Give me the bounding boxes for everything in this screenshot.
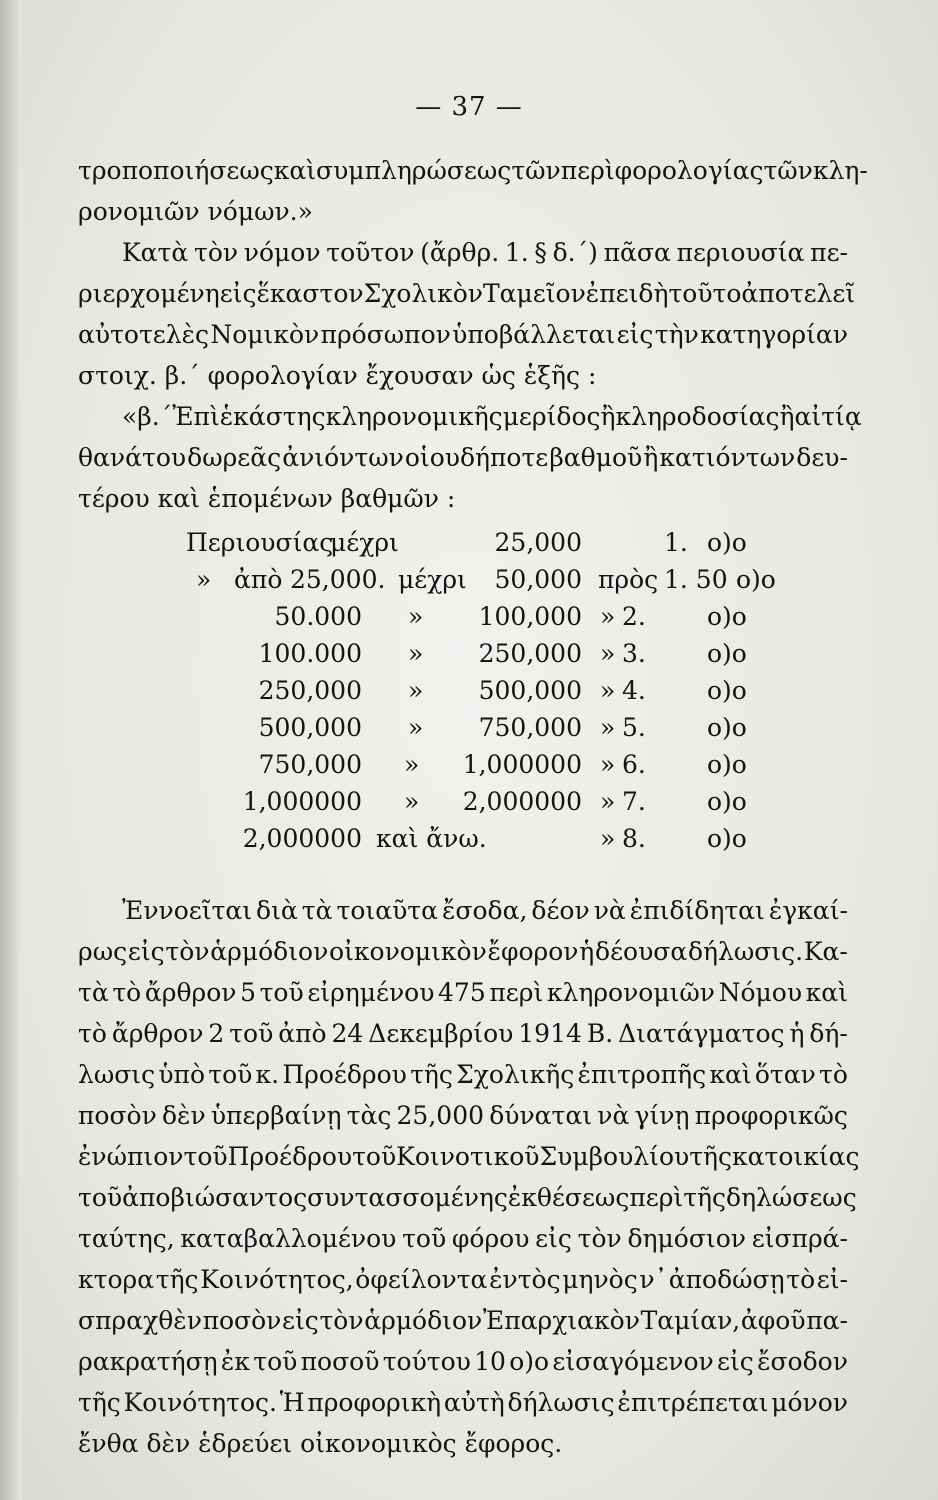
table-pros: πρὸς: [598, 565, 659, 594]
text-line: τῆς Κοινότητος. Ἡ προφορικὴ αὐτὴ δήλωσις ἐπιτρέπεται μόνον: [78, 1388, 848, 1417]
text-line: αὐτοτελὲς Νομικὸν πρόσωπον ὑποβάλλεται εἰς τὴν κατηγορίαν: [78, 320, 848, 349]
page-number: — 37 —: [415, 92, 523, 122]
table-ditto-mark: »: [408, 602, 424, 631]
table-to-value: 500,000: [478, 676, 582, 705]
table-to-value: 25,000: [494, 528, 582, 557]
table-ditto-mark: »: [600, 750, 616, 779]
table-percent: ο)ο: [736, 565, 776, 594]
table-ditto-mark: »: [600, 824, 616, 853]
table-apo: ἀπὸ: [234, 565, 283, 594]
table-ditto-mark: »: [600, 639, 616, 668]
table-to-value: 2,000000: [462, 787, 582, 816]
table-row: [0, 676, 938, 713]
table-to-value: 100,000: [478, 602, 582, 631]
table-row: [0, 713, 938, 750]
table-to-value: 250,000: [478, 639, 582, 668]
table-rate: 7.: [622, 787, 646, 816]
table-rate: 1.: [664, 528, 688, 557]
table-ditto-mark: »: [404, 787, 420, 816]
table-from-value: 750,000: [258, 750, 362, 779]
text-line: λωσις ὑπὸ τοῦ κ. Προέδρου τῆς Σχολικῆς ἐπιτροπῆς καὶ ὅταν τὸ: [78, 1060, 848, 1089]
text-line: ρακρατήσῃ ἐκ τοῦ ποσοῦ τούτου 10 ο)ο εἰσαγόμενον εἰς ἔσοδον: [78, 1347, 848, 1376]
table-ditto-mark: »: [600, 676, 616, 705]
table-percent: ο)ο: [707, 639, 747, 668]
table-rate: 1. 50: [664, 565, 728, 594]
table-percent: ο)ο: [707, 602, 747, 631]
text-line: τέρου καὶ ἑπομένων βαθμῶν :: [78, 484, 456, 513]
text-line: σπραχθὲν ποσὸν εἰς τὸν ἁρμόδιον Ἐπαρχιακὸν Ταμίαν, ἀφοῦ πα-: [78, 1306, 848, 1335]
text-line: ρονομιῶν νόμων.»: [78, 197, 313, 226]
table-ditto-mark: »: [404, 750, 420, 779]
table-ditto-mark: »: [408, 676, 424, 705]
paragraph-3: [78, 396, 862, 519]
paragraph-1: [78, 150, 868, 232]
text-line: τροποποιήσεως καὶ συμπληρώσεως τῶν περὶ φορολογίας τῶν κλη-: [78, 156, 868, 185]
table-mexri: μέχρι: [398, 565, 467, 594]
text-line: θανάτου δωρεᾶς ἀνιόντων οἱουδήποτε βαθμοῦ ἢ κατιόντων δευ-: [78, 443, 848, 472]
table-rate: 8.: [622, 824, 646, 853]
table-rate: 2.: [622, 602, 646, 631]
text-line: στοιχ. β.΄ φορολογίαν ἔχουσαν ὡς ἑξῆς :: [78, 361, 597, 390]
table-percent: ο)ο: [707, 528, 747, 557]
table-row: [0, 787, 938, 824]
paragraph-4: [78, 890, 860, 1464]
text-line: ἔνθα δὲν ἑδρεύει οἰκονομικὸς ἔφορος.: [78, 1429, 563, 1458]
table-row: [0, 824, 938, 861]
text-line: Κατὰ τὸν νόμον τοῦτον (ἄρθρ. 1. § δ.΄) πᾶσα περιουσία πε-: [122, 238, 848, 267]
table-rate: 6.: [622, 750, 646, 779]
table-row: [0, 528, 938, 565]
table-label: Περιουσίας: [186, 528, 334, 557]
text-line: τὸ ἄρθρον 2 τοῦ ἀπὸ 24 Δεκεμβρίου 1914 Β. Διατάγματος ἡ δή-: [78, 1019, 848, 1048]
table-percent: ο)ο: [707, 713, 747, 742]
table-ditto-mark: »: [408, 639, 424, 668]
text-line: κτορα τῆς Κοινότητος, ὀφείλοντα ἐντὸς μηνὸς ν᾽ ἀποδώσῃ τὸ εἰ-: [78, 1265, 848, 1294]
table-rate: 3.: [622, 639, 646, 668]
tax-rate-table: [0, 528, 938, 868]
table-from-value: 100.000: [258, 639, 362, 668]
table-to-value: καὶ ἄνω.: [376, 824, 487, 853]
table-ditto-mark: »: [600, 787, 616, 816]
table-from-value: 1,000000: [242, 787, 362, 816]
table-ditto-mark: »: [196, 565, 212, 594]
table-percent: ο)ο: [707, 787, 747, 816]
table-from-value: 25,000.: [290, 565, 386, 594]
text-line: ἐνώπιον τοῦ Προέδρου τοῦ Κοινοτικοῦ Συμβουλίου τῆς κατοικίας: [78, 1142, 860, 1171]
table-to-value: 1,000000: [462, 750, 582, 779]
text-line: τὰ τὸ ἄρθρον 5 τοῦ εἰρημένου 475 περὶ κληρονομιῶν Νόμου καὶ: [78, 978, 848, 1007]
table-from-value: 2,000000: [242, 824, 362, 853]
table-ditto-mark: »: [408, 713, 424, 742]
table-row: [0, 639, 938, 676]
text-line: ρως εἰς τὸν ἁρμόδιον οἰκονομικὸν ἔφορον ἡ δέουσα δήλωσις. Κα-: [78, 937, 848, 966]
table-rate: 4.: [622, 676, 646, 705]
text-line: Ἐννοεῖται διὰ τὰ τοιαῦτα ἔσοδα, δέον νὰ ἐπιδίδηται ἐγκαί-: [122, 896, 848, 925]
table-from-value: 500,000: [258, 713, 362, 742]
table-row: [0, 565, 938, 602]
table-from-value: 50.000: [274, 602, 362, 631]
table-to-value: 50,000: [494, 565, 582, 594]
table-ditto-mark: »: [600, 713, 616, 742]
table-percent: ο)ο: [707, 750, 747, 779]
table-row: [0, 602, 938, 639]
table-rate: 5.: [622, 713, 646, 742]
table-percent: ο)ο: [707, 676, 747, 705]
table-to-value: 750,000: [478, 713, 582, 742]
text-line: ποσὸν δὲν ὑπερβαίνῃ τὰς 25,000 δύναται νὰ γίνῃ προφορικῶς: [78, 1101, 848, 1130]
text-line: ριερχομένη εἰς ἕκαστον Σχολικὸν Ταμεῖον ἐπειδὴ τοῦτο ἀποτελεῖ: [78, 279, 856, 308]
table-from-value: 250,000: [258, 676, 362, 705]
table-mexri: μέχρι: [330, 528, 399, 557]
text-line: «β.΄ Ἐπὶ ἑκάστης κληρονομικῆς μερίδος ἢ κληροδοσίας ἢ αἰτίᾳ: [122, 402, 862, 431]
table-percent: ο)ο: [707, 824, 747, 853]
paragraph-2: [78, 232, 856, 396]
table-row: [0, 750, 938, 787]
table-ditto-mark: »: [600, 602, 616, 631]
text-line: τοῦ ἀποβιώσαντος συντασσομένης ἐκθέσεως περὶ τῆς δηλώσεως: [78, 1183, 857, 1212]
text-line: ταύτης, καταβαλλομένου τοῦ φόρου εἰς τὸν δημόσιον εἰσπρά-: [78, 1224, 848, 1253]
